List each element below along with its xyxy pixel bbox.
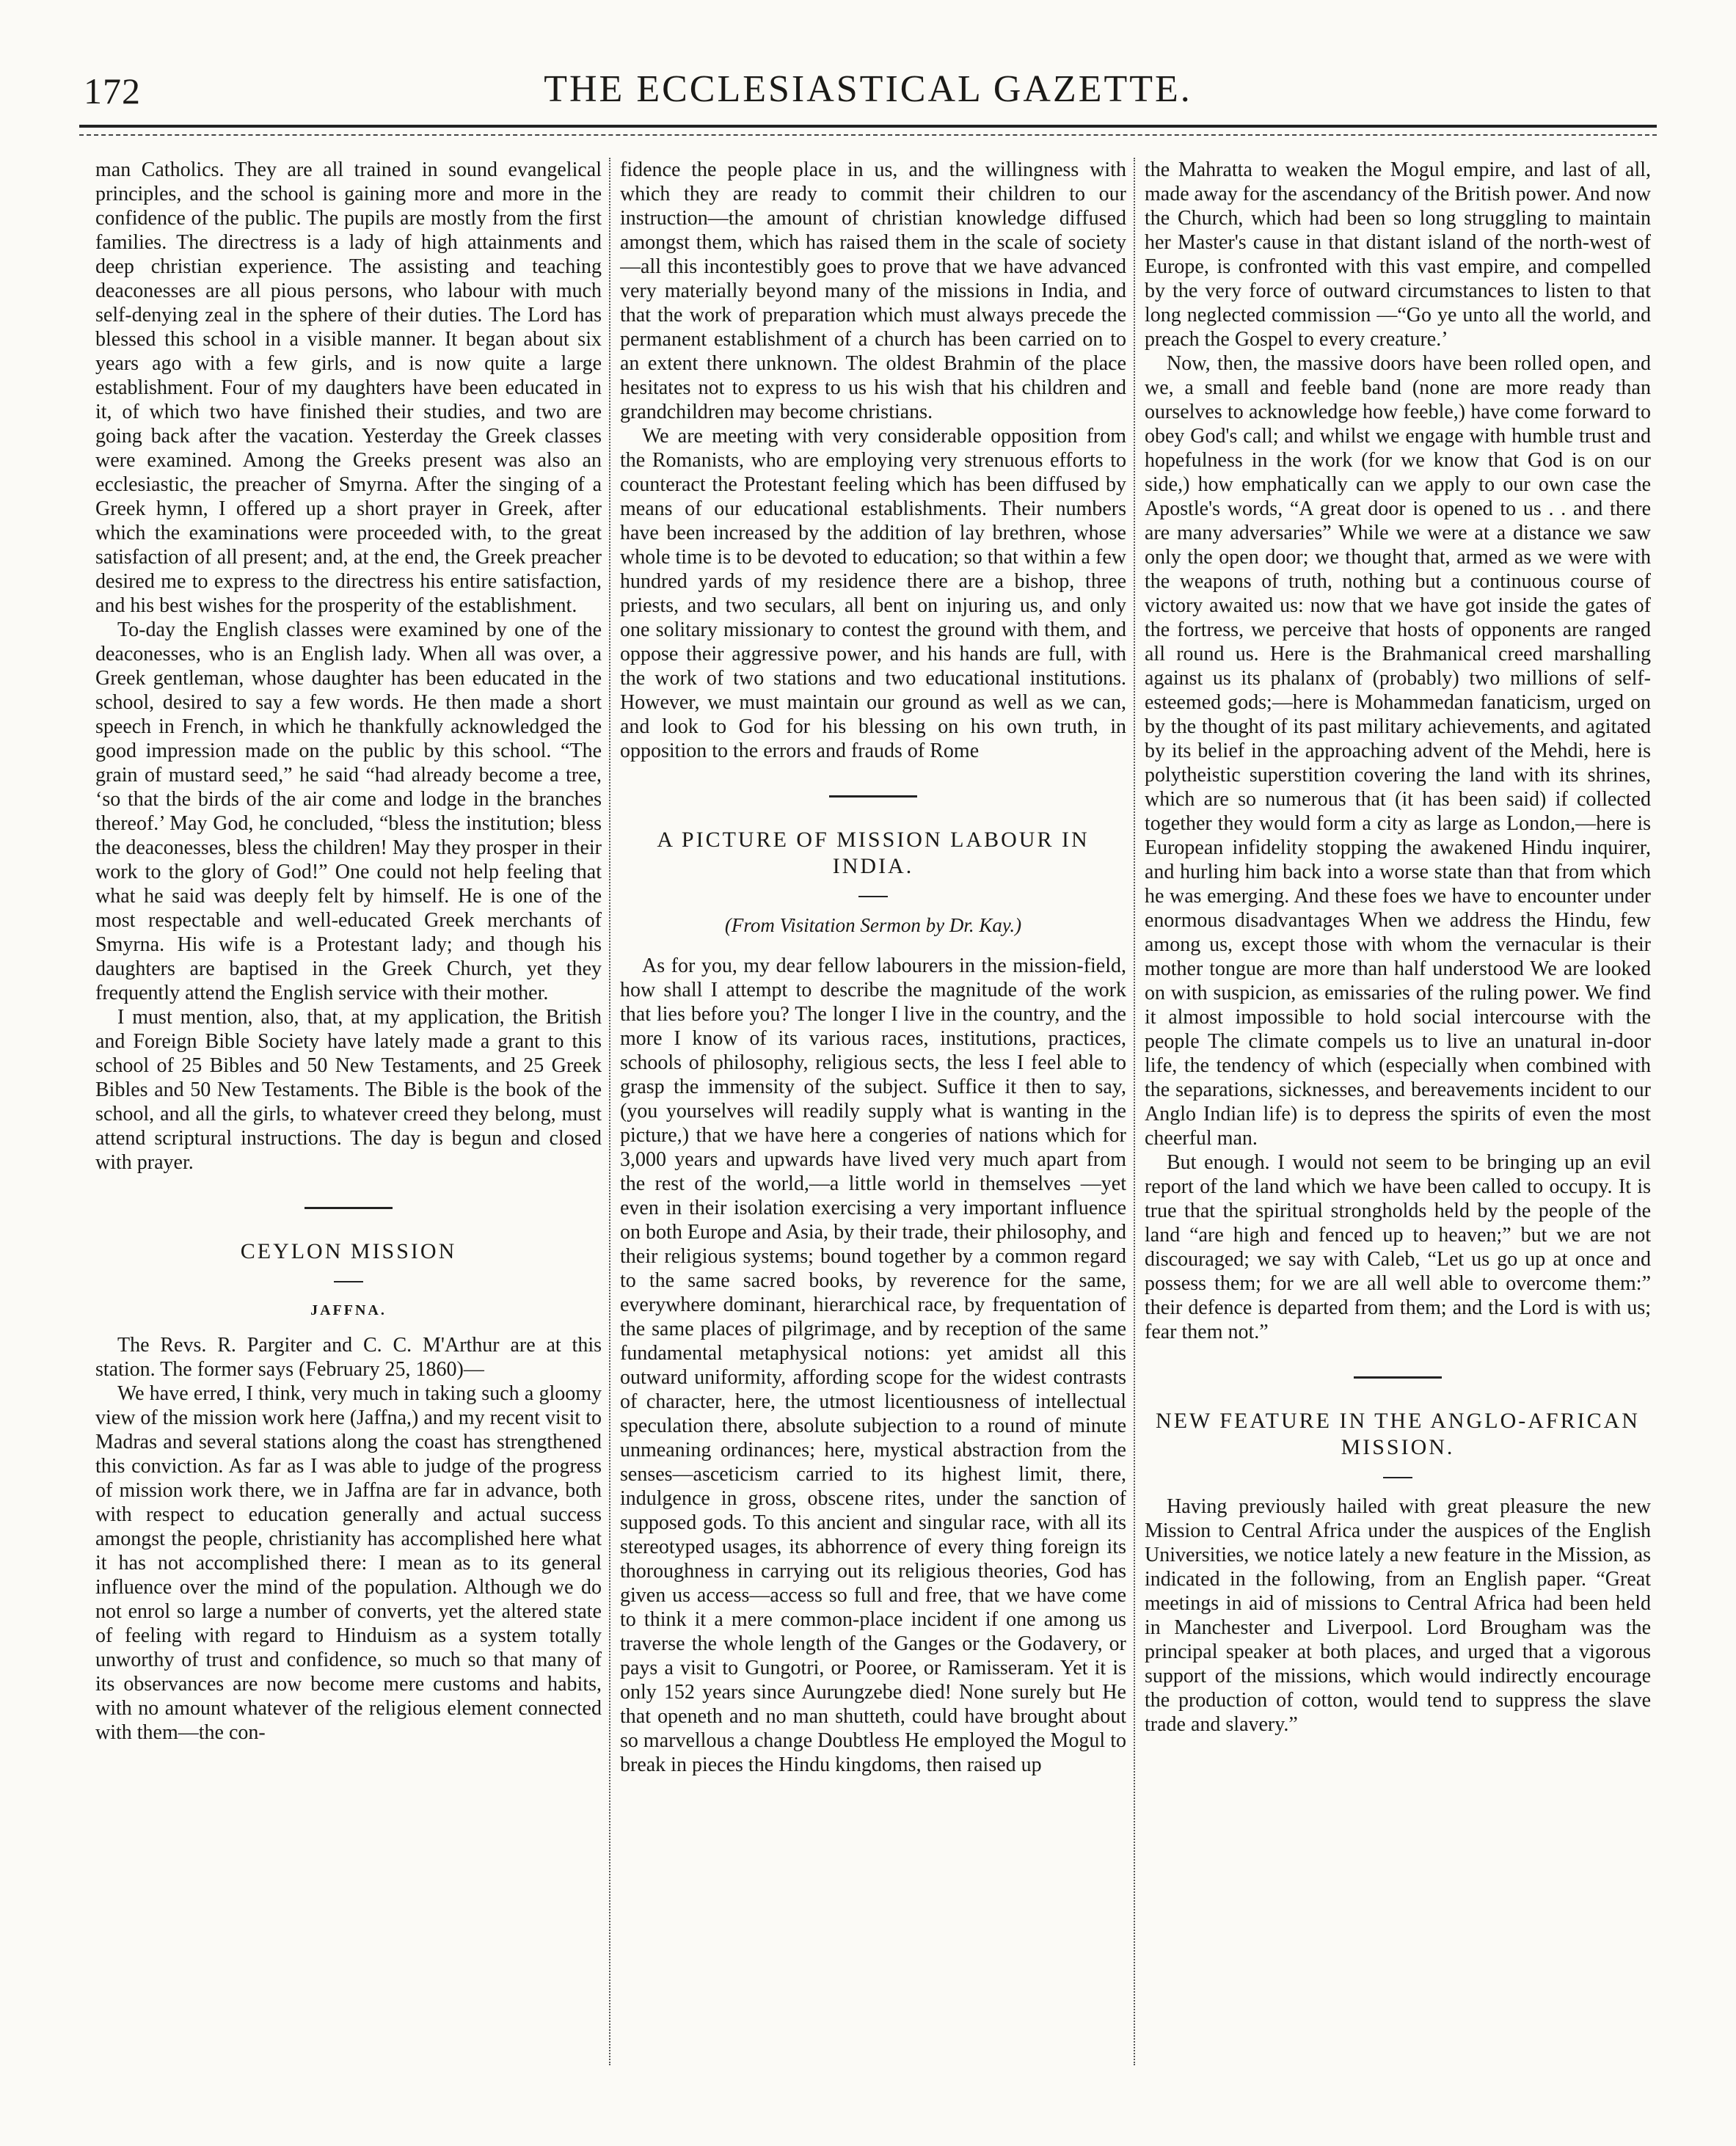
article-paragraph: I must mention, also, that, at my application, the British and Foreign Bible Society have lately made a grant to this school of 25 Bibles and 50 New Testaments, and 25 Greek Bibles and 50 New Testaments. The Bible is the book of the school, and all the girls, to whatever creed they belong, must attend scriptural instructions. The day is begun and closed with prayer. (95, 1006, 602, 1174)
column-2 (620, 158, 1126, 2065)
masthead-title: THE ECCLESIASTICAL GAZETTE. (544, 68, 1192, 110)
section-separator (304, 1207, 393, 1209)
heading-dash (334, 1281, 363, 1282)
article-paragraph: But enough. I would not seem to be bringing up an evil report of the land which we have been called to occupy. It is true that the spiritual strongholds held by the people of the land “are high and fenced up to heaven;” but we are not discouraged; we say with Caleb, “Let us go up at once and possess them; for we are all well able to overcome them:” their defence is departed from them; and the Lord is with us; fear them not.” (1145, 1151, 1651, 1343)
section-heading-mission-labour: A PICTURE OF MISSION LABOUR IN INDIA. (657, 828, 1090, 878)
article-paragraph: the Mahratta to weaken the Mogul empire, and last of all, made away for the ascendancy of the British power. And now the Church, which had been so long struggling to maintain her Master's cause in that distant island of the north-west of Europe, is confronted with this vast empire, and compelled by the very force of outward circumstances to listen to that long neglected commission —“Go ye unto all the world, and preach the Gospel to every creature.’ (1145, 158, 1651, 351)
column-divider (1134, 158, 1135, 2065)
header-rule-dashed (79, 134, 1657, 136)
header-rule (79, 125, 1657, 128)
page-header (0, 0, 1736, 125)
article-paragraph: As for you, my dear fellow labourers in the mission-field, how shall I attempt to describe the magnitude of the work that lies before you? The longer I live in the country, and the more I know of its various races, institutions, practices, schools of philosophy, religious sects, the less I feel able to grasp the immensity of the subject. Suffice it then to say, (you yourselves will readily supply what is wanting in the picture,) that we have here a congeries of nations which for 3,000 years and upwards have lived very much apart from the rest of the world,—a little world in themselves —yet even in their isolation exercising a very important influence on both Europe and Asia, by their trade, their philosophy, and their religious systems; bound together by a common regard to the same sacred books, by reverence for the same, everywhere dominant, hierarchical race, by frequentation of the same places of pilgrimage, and by reception of the same fundamental metaphysical notions: yet amidst all this outward uniformity, affording scope for the widest contrasts of character, here, the utmost licentiousness of intellectual speculation there, absolute subjection to a round of minute unmeaning ordinances; here, mystical abstraction from the senses—asceticism carried to its highest limit, there, indulgence in gross, obscene rites, under the sanction of supposed gods. To this ancient and singular race, with all its stereotyped usages, its abhorrence of every thing foreign its thoroughness in carrying out its religious theories, God has given us access—access so full and free, that we have come to think it a mere common-place incident if one among us traverse the whole length of the Ganges or the Godavery, or pays a visit to Gungotri, or Pooree, or Ramisseram. Yet it is only 152 years since Aurungzebe died! None surely but He that openeth and no man shutteth, could have brought about so marvellous a change Doubtless He employed the Mogul to break in pieces the Hindu kingdoms, then raised up (620, 955, 1126, 1776)
column-divider (609, 158, 610, 2065)
section-heading-ceylon-mission: CEYLON MISSION (240, 1239, 457, 1263)
section-heading-anglo-african: NEW FEATURE IN THE ANGLO-AFRICAN MISSION. (1156, 1409, 1640, 1459)
article-paragraph: Now, then, the massive doors have been rolled open, and we, a small and feeble band (none are more ready than ourselves to acknowledge how feeble,) have come forward to obey God's call; and whilst we engage with humble trust and hopefulness in the work (for we know that God is on our side,) how emphatically can we apply to our own case the Apostle's words, “A great door is opened to us . . and there are many adversaries” While we were at a distance we saw only the open door; we thought that, armed as we were with the weapons of truth, nothing but a continuous course of victory awaited us: now that we have got inside the gates of the fortress, we perceive that hosts of opponents are ranged all round us. Here is the Brahmanical creed marshalling against us its phalanx of (probably) two millions of self-esteemed gods;—here is Mohammedan fanaticism, urged on by the thought of its past military achievements, and agitated by its belief in the approaching advent of the Mehdi, here is polytheistic superstition covering the land with its shrines, which are so numerous that (it has been said) if collected together they would form a city as large as London,—here is European infidelity stopping the awakened Hindu inquirer, and hurling him back into a worse state than that from which he was emerging. And these foes we have to encounter under enormous disadvantages When we address the Hindu, few among us, except those with whom the vernacular is their mother tongue are more than half understood We are looked on with suspicion, as emissaries of the ruling power. We find it almost impossible to hold social intercourse with the people The climate compels us to live an unatural in-door life, the tendency of which (especially when combined with the separations, sicknesses, and bereavements incident to our Anglo Indian life) is to depress the spirits of even the most cheerful man. (1145, 352, 1651, 1150)
section-separator (829, 795, 917, 798)
column-1 (95, 158, 602, 2065)
article-paragraph: The Revs. R. Pargiter and C. C. M'Arthur are at this station. The former says (February 25, 1860)— (95, 1334, 602, 1381)
article-paragraph: man Catholics. They are all trained in sound evangelical principles, and the school is gaining more and more in the confidence of the public. The pupils are mostly from the first families. The directress is a lady of high attainments and deep christian experience. The assisting and teaching deaconesses are all pious persons, who labour with much self-denying zeal in the sphere of their duties. The Lord has blessed this school in a visible manner. It began about six years ago with a few girls, and is now quite a large establishment. Four of my daughters have been educated in it, of which two have finished their studies, and two are going back after the vacation. Yesterday the Greek classes were examined. Among the Greeks present was also an ecclesiastic, the preacher of Smyrna. After the singing of a Greek hymn, I offered up a short prayer in Greek, after which the examinations were proceeded with, to the great satisfaction of all present; and, at the end, the Greek preacher desired me to express to the directress his entire satisfaction, and his best wishes for the prosperity of the establishment. (95, 158, 602, 617)
article-paragraph: We have erred, I think, very much in taking such a gloomy view of the mission work here (Jaffna,) and my recent visit to Madras and several stations along the coast has strengthened this conviction. As far as I was able to judge of the progress of mission work there, we in Jaffna are far in advance, both with respect to education generally and actual success amongst the people, christianity has accomplished here what it has not accomplished there: I mean as to its general influence over the mind of the population. Although we do not enrol so large a number of converts, yet the altered state of feeling with regard to Hinduism as a system totally unworthy of trust and confidence, so much so that many of its observances are now become mere customs and habits, with no amount whatever of the religious element connected with them—the con- (95, 1382, 602, 1744)
article-byline: (From Visitation Sermon by Dr. Kay.) (724, 914, 1022, 936)
subheading-jaffna: JAFFNA. (310, 1302, 387, 1318)
article-paragraph: We are meeting with very considerable opposition from the Romanists, who are employing very strenuous efforts to counteract the Protestant feeling which has been diffused by means of our educational establishments. Their numbers have been increased by the addition of lay brethren, whose whole time is to be devoted to education; so that within a few hundred yards of my residence there are a bishop, three priests, and two seculars, all bent on injuring us, and only one solitary missionary to contest the ground with them, and oppose their aggressive power, and his hands are full, with the work of two stations and two educational institutions. However, we must maintain our ground as well as we can, and look to God for his blessing on his own truth, in opposition to the errors and frauds of Rome (620, 425, 1126, 762)
page-number: 172 (84, 70, 141, 112)
article-paragraph: fidence the people place in us, and the willingness with which they are ready to commit their children to our instruction—the amount of christian knowledge diffused amongst them, which has raised them in the scale of society—all this incontestibly goes to prove that we have advanced very materially beyond many of the missions in India, and that the work of preparation which must always precede the permanent establishment of a church has been carried on to an extent there unknown. The oldest Brahmin of the place hesitates not to express to us his wish that his children and grandchildren may become christians. (620, 158, 1126, 423)
article-paragraph: Having previously hailed with great pleasure the new Mission to Central Africa under the auspices of the English Universities, we notice lately a new feature in the Mission, as indicated in the following, from an English paper. “Great meetings in aid of missions to Central Africa had been held in Manchester and Liverpool. Lord Brougham was the principal speaker at both places, and urged that a vigorous support of the missions, which would indirectly encourage the production of cotton, would tend to suppress the slave trade and slavery.” (1145, 1495, 1651, 1736)
heading-dash (1383, 1477, 1412, 1478)
section-separator (1354, 1376, 1442, 1379)
heading-dash (858, 896, 888, 897)
column-3 (1145, 158, 1651, 2065)
article-paragraph: To-day the English classes were examined by one of the deaconesses, who is an English lady. When all was over, a Greek gentleman, whose daughter has been educated in the school, desired to say a few words. He then made a short speech in French, in which he thankfully acknowledged the good impression made on the public by this school. “The grain of mustard seed,” he said “had already become a tree, ‘so that the birds of the air come and lodge in the branches thereof.’ May God, he concluded, “bless the institution; bless the deaconesses, bless the children! May they prosper in their work to the glory of God!” One could not help feeling that what he said was deeply felt by himself. He is one of the most respectable and well-educated Greek merchants of Smyrna. His wife is a Protestant lady; and though his daughters are baptised in the Greek Church, yet they frequently attend the English service with their mother. (95, 618, 602, 1004)
